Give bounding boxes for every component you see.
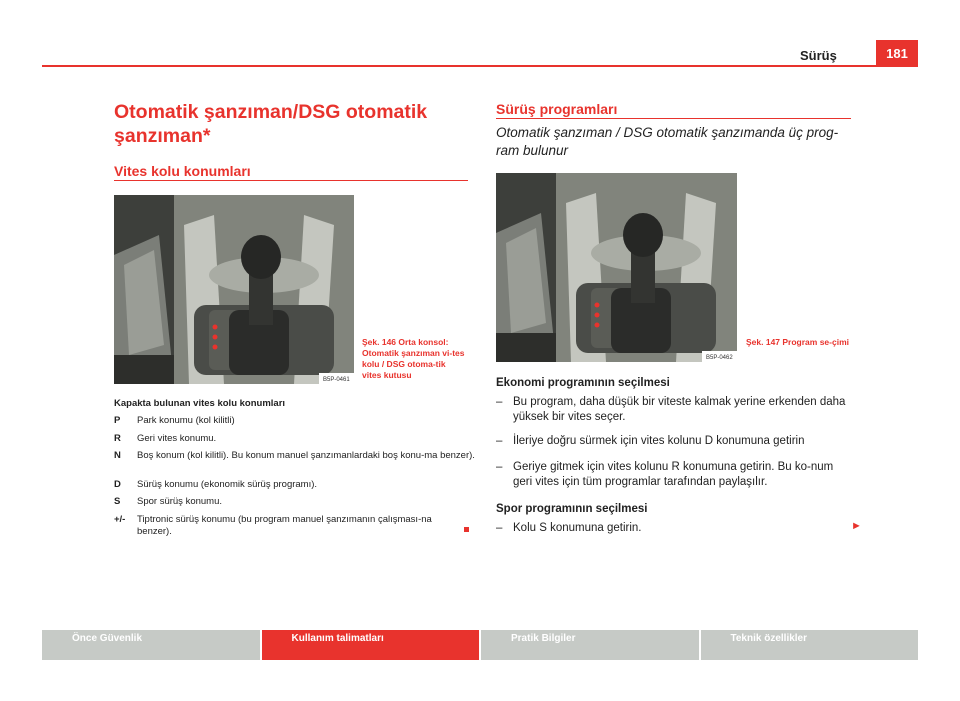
position-row-s xyxy=(114,496,487,508)
position-key: R xyxy=(114,433,121,444)
right-subhead: Sürüş programları xyxy=(496,101,618,117)
position-text: Sürüş konumu (ekonomik sürüş programı). xyxy=(137,479,318,490)
right-subtitle: Otomatik şanzıman / DSG otomatik şanzımanda üç prog-ram bulunur xyxy=(496,125,839,158)
footer-tab-operation[interactable]: Kullanım talimatları xyxy=(262,630,480,660)
position-key: N xyxy=(114,450,121,461)
eco-step-text: Geriye gitmek için vites kolunu R konumuna getirin. Bu ko-num geri vites için tüm programlar tarafından paylaşılır. xyxy=(513,461,834,488)
position-key: S xyxy=(114,496,121,507)
positions-heading: Kapakta bulunan vites kolu konumları xyxy=(114,398,286,409)
figure-146-photo xyxy=(114,195,354,384)
position-text: Spor sürüş konumu. xyxy=(137,496,223,507)
footer-tab-practical[interactable]: Pratik Bilgiler xyxy=(481,630,699,660)
header-section-title: Sürüş xyxy=(800,48,837,63)
sport-step xyxy=(496,521,853,536)
position-row-r xyxy=(114,433,487,445)
left-subhead: Vites kolu konumları xyxy=(114,163,251,179)
eco-step xyxy=(496,460,853,490)
page-number-badge xyxy=(876,40,918,67)
figure-146-label: B5P-0461 xyxy=(323,377,350,383)
right-subhead-rule xyxy=(496,118,851,119)
position-row-p xyxy=(114,415,487,427)
dash: – xyxy=(496,396,503,408)
footer-tab-safety[interactable]: Önce Güvenlik xyxy=(42,630,260,660)
footer-nav xyxy=(42,630,918,660)
position-key: +/- xyxy=(114,514,126,525)
footer-tab-technical[interactable]: Teknik özellikler xyxy=(701,630,919,660)
position-row-tiptronic xyxy=(114,514,467,538)
dash: – xyxy=(496,522,503,534)
section-end-marker xyxy=(464,527,469,532)
sport-heading: Spor programının seçilmesi xyxy=(496,503,648,515)
eco-step xyxy=(496,434,853,449)
eco-step-text: Bu program, daha düşük bir viteste kalmak yerine erkenden daha yüksek bir vites seçer. xyxy=(513,396,846,423)
dash: – xyxy=(496,461,503,473)
position-key: P xyxy=(114,415,121,426)
continue-arrow-icon: ► xyxy=(851,520,862,532)
eco-step xyxy=(496,395,853,425)
position-text: Park konumu (kol kilitli) xyxy=(137,415,235,426)
position-text: Tiptronic sürüş konumu (bu program manuel şanzımanın çalışması-na benzer). xyxy=(137,514,432,537)
page-number: 181 xyxy=(886,46,908,61)
header-rule xyxy=(42,65,918,67)
position-text: Geri vites konumu. xyxy=(137,433,217,444)
eco-step-text: İleriye doğru sürmek için vites kolunu D konumuna getirin xyxy=(513,435,805,447)
eco-heading: Ekonomi programının seçilmesi xyxy=(496,377,670,389)
figure-147-photo xyxy=(496,173,737,362)
position-text: Boş konum (kol kilitli). Bu konum manuel şanzımanlardaki boş konu-ma benzer). xyxy=(137,450,475,461)
sport-step-text: Kolu S konumuna getirin. xyxy=(513,522,642,534)
figure-146-caption: Şek. 146 Orta konsol: Otomatik şanzıman vi-tes kolu / DSG otoma-tik vites kutusu xyxy=(362,337,465,380)
position-row-n xyxy=(114,450,482,462)
position-row-d xyxy=(114,479,487,491)
left-subhead-rule xyxy=(114,180,468,181)
page-title: Otomatik şanzıman/DSG otomatik şanzıman* xyxy=(114,101,428,147)
dash: – xyxy=(496,435,503,447)
position-key: D xyxy=(114,479,121,490)
figure-147-caption: Şek. 147 Program se-çimi xyxy=(746,337,850,347)
figure-147-label: B5P-0462 xyxy=(706,355,733,361)
